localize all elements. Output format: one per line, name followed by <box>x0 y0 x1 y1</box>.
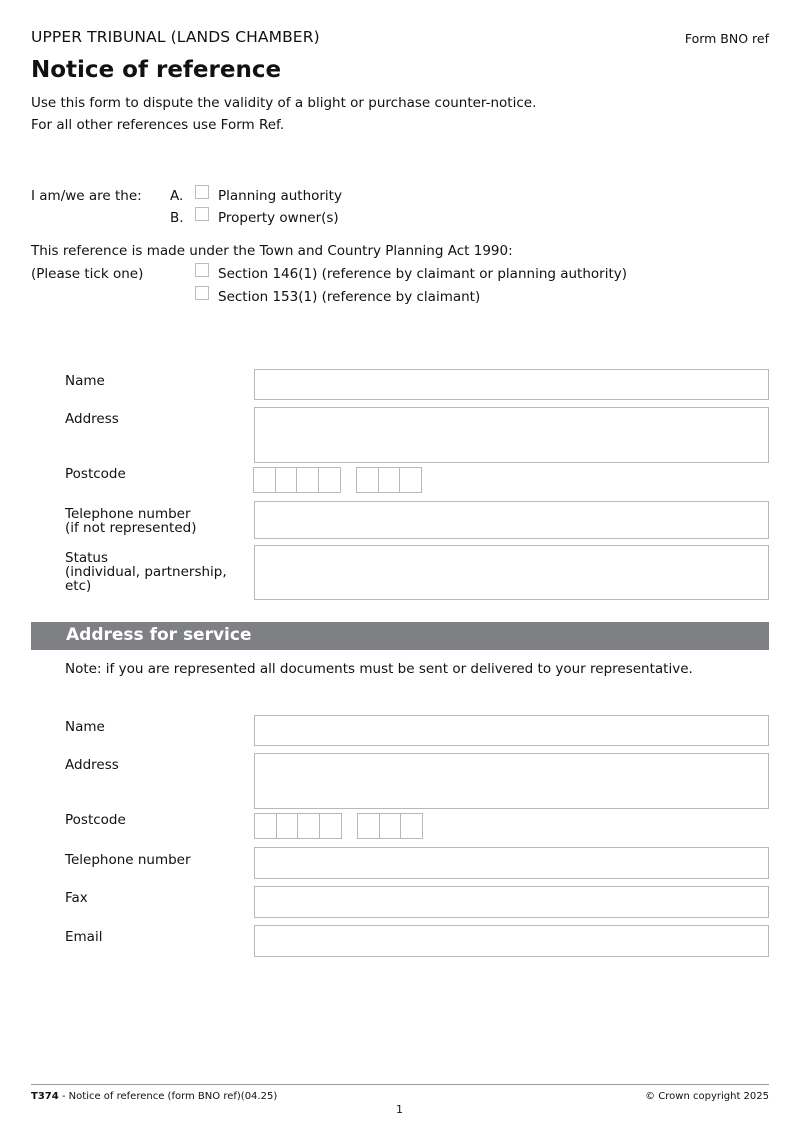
service-email-label: Email <box>65 929 103 945</box>
act-statement: This reference is made under the Town and Country Planning Act 1990: <box>31 243 513 259</box>
postcode-inward-field[interactable] <box>356 467 422 493</box>
status-field[interactable] <box>254 545 769 600</box>
section-heading: Address for service <box>66 625 252 645</box>
page-title: Notice of reference <box>31 57 282 83</box>
intro-line-1: Use this form to dispute the validity of a blight or purchase counter-notice. <box>31 95 537 111</box>
service-name-field[interactable] <box>254 715 769 746</box>
section-146-label: Section 146(1) (reference by claimant or planning authority) <box>218 266 628 282</box>
service-postcode-outward-field[interactable] <box>254 813 342 839</box>
postcode-cell[interactable] <box>379 813 402 839</box>
section-153-label: Section 153(1) (reference by claimant) <box>218 289 481 305</box>
postcode-cell[interactable] <box>318 467 341 493</box>
postcode-cell[interactable] <box>400 813 423 839</box>
name-label: Name <box>65 373 105 389</box>
property-owner-checkbox[interactable] <box>195 207 209 221</box>
postcode-outward-field[interactable] <box>253 467 341 493</box>
name-field[interactable] <box>254 369 769 400</box>
service-postcode-label: Postcode <box>65 812 126 828</box>
postcode-cell[interactable] <box>399 467 422 493</box>
page-number: 1 <box>396 1103 403 1116</box>
telephone-label-line2: (if not represented) <box>65 520 197 536</box>
postcode-cell[interactable] <box>254 813 277 839</box>
copyright-notice: © Crown copyright 2025 <box>645 1091 769 1102</box>
postcode-cell[interactable] <box>357 813 380 839</box>
postcode-cell[interactable] <box>276 813 299 839</box>
representation-note: Note: if you are represented all documents must be sent or delivered to your representative. <box>65 661 693 677</box>
planning-authority-checkbox[interactable] <box>195 185 209 199</box>
postcode-cell[interactable] <box>296 467 319 493</box>
planning-authority-label: Planning authority <box>218 188 342 204</box>
service-postcode-inward-field[interactable] <box>357 813 423 839</box>
postcode-cell[interactable] <box>378 467 401 493</box>
address-label: Address <box>65 411 119 427</box>
service-email-field[interactable] <box>254 925 769 957</box>
option-b-letter: B. <box>170 210 184 226</box>
court-name: UPPER TRIBUNAL (LANDS CHAMBER) <box>31 28 320 46</box>
telephone-label-line1: Telephone number <box>65 506 191 522</box>
telephone-label <box>65 507 196 535</box>
address-for-service-header <box>31 622 769 650</box>
address-field[interactable] <box>254 407 769 463</box>
applicant-type-prompt: I am/we are the: <box>31 188 142 204</box>
form-description: - Notice of reference (form BNO ref)(04.25) <box>58 1091 278 1102</box>
postcode-cell[interactable] <box>297 813 320 839</box>
status-label-line2: (individual, partnership, <box>65 564 227 580</box>
service-telephone-field[interactable] <box>254 847 769 879</box>
service-name-label: Name <box>65 719 105 735</box>
postcode-cell[interactable] <box>275 467 298 493</box>
option-a-letter: A. <box>170 188 184 204</box>
section-146-checkbox[interactable] <box>195 263 209 277</box>
postcode-cell[interactable] <box>253 467 276 493</box>
service-telephone-label: Telephone number <box>65 852 191 868</box>
property-owner-label: Property owner(s) <box>218 210 339 226</box>
status-label <box>65 551 227 593</box>
postcode-label: Postcode <box>65 466 126 482</box>
service-address-field[interactable] <box>254 753 769 809</box>
service-fax-field[interactable] <box>254 886 769 918</box>
intro-line-2: For all other references use Form Ref. <box>31 117 285 133</box>
status-label-line3: etc) <box>65 578 92 594</box>
form-code: T374 <box>31 1091 59 1102</box>
section-153-checkbox[interactable] <box>195 286 209 300</box>
footer-form-info <box>31 1091 277 1102</box>
footer-divider <box>31 1084 769 1085</box>
service-fax-label: Fax <box>65 890 88 906</box>
telephone-field[interactable] <box>254 501 769 539</box>
postcode-cell[interactable] <box>319 813 342 839</box>
form-reference: Form BNO ref <box>684 31 769 46</box>
status-label-line1: Status <box>65 550 109 566</box>
postcode-cell[interactable] <box>356 467 379 493</box>
tick-one-instruction: (Please tick one) <box>31 266 144 282</box>
service-address-label: Address <box>65 757 119 773</box>
